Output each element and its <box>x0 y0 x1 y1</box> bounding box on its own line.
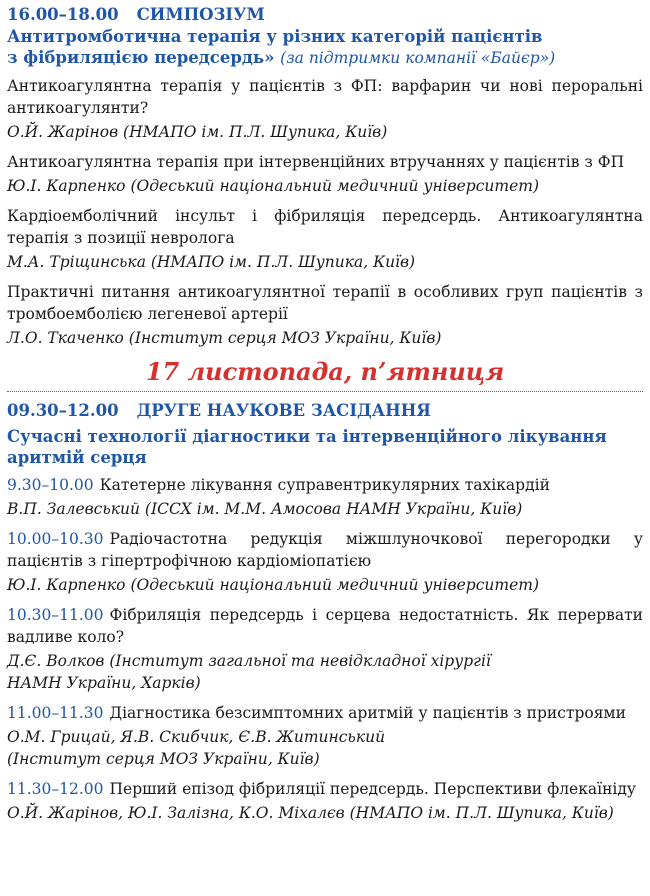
talk-author: М.А. Тріщинська (НМАПО ім. П.Л. Шупика, Київ) <box>7 253 416 271</box>
talk-title: Кардіоемболічний інсульт і фібриляція передсердь. Антикоагулянтна терапія з позиції невролога <box>7 207 643 247</box>
session-time: 09.30–12.00 <box>7 401 119 420</box>
symposium-title-line1: Антитромботична терапія у різних категорій пацієнтів <box>7 27 543 46</box>
talk-item <box>7 75 643 143</box>
talk-author <box>7 726 643 770</box>
talk-time: 11.00–11.30 <box>7 704 104 722</box>
session-label: ДРУГЕ НАУКОВЕ ЗАСІДАННЯ <box>136 401 431 420</box>
symposium-title-line2: з фібриляцією передсердь» <box>7 48 275 67</box>
session-header <box>7 400 643 422</box>
talk-author: О.Й. Жарінов, Ю.І. Залізна, К.О. Міхалєв (НМАПО ім. П.Л. Шупика, Київ) <box>7 804 614 822</box>
talk-time: 10.30–11.00 <box>7 606 104 624</box>
talk-time: 9.30–10.00 <box>7 476 94 494</box>
dotted-divider <box>7 391 643 392</box>
talk-item <box>7 778 643 824</box>
symposium-time: 16.00–18.00 <box>7 5 119 24</box>
talk-author: О.Й. Жарінов (НМАПО ім. П.Л. Шупика, Київ) <box>7 123 388 141</box>
session-section <box>7 400 643 824</box>
talk-title: Перший епізод фібриляції передсердь. Перспективи флекаїніду <box>109 780 637 798</box>
day-date: 17 листопада, п’ятниця <box>145 357 505 386</box>
talk-title: Практичні питання антикоагулянтної терапії в особливих груп пацієнтів з тромбоемболією легеневої артерії <box>7 283 643 323</box>
talk-item <box>7 205 643 273</box>
talk-title: Фібриляція передсердь і серцева недостатність. Як перервати вадливе коло? <box>7 606 643 646</box>
talk-item <box>7 702 643 770</box>
sponsor-note: (за підтримки компанії «Байєр») <box>280 49 556 67</box>
talk-author-line2: НАМН України, Харків) <box>7 674 201 692</box>
symposium-label: СИМПОЗІУМ <box>136 5 265 24</box>
talk-item <box>7 151 643 197</box>
talk-item <box>7 281 643 349</box>
talk-time: 11.30–12.00 <box>7 780 104 798</box>
talk-title: Антикоагулянтна терапія при інтервенційних втручаннях у пацієнтів з ФП <box>7 153 625 171</box>
talk-title: Радіочастотна редукція міжшлуночкової перегородки у пацієнтів з гіпертрофічною кардіоміопатією <box>7 530 643 570</box>
symposium-title <box>7 26 643 69</box>
talk-item <box>7 604 643 694</box>
talk-title: Катетерне лікування суправентрикулярних тахікардій <box>99 476 550 494</box>
talk-author-line2: (Інститут серця МОЗ України, Київ) <box>7 750 320 768</box>
session-title: Сучасні технології діагностики та інтервенційного лікування аритмій серця <box>7 427 607 467</box>
day-heading <box>7 357 643 387</box>
talk-author: Л.О. Ткаченко (Інститут серця МОЗ України, Київ) <box>7 329 442 347</box>
talk-title: Антикоагулянтна терапія у пацієнтів з ФП: варфарин чи нові пероральні антикоагулянти? <box>7 77 643 117</box>
symposium-section <box>7 4 643 349</box>
talk-author-line1: О.М. Грицай, Я.В. Скибчик, Є.В. Житинський <box>7 728 386 746</box>
talk-item <box>7 474 643 520</box>
talk-author <box>7 650 643 694</box>
talk-author-line1: Д.Є. Волков (Інститут загальної та невідкладної хірургії <box>7 652 491 670</box>
talk-title: Діагностика безсимптомних аритмій у пацієнтів з пристроями <box>109 704 626 722</box>
talk-author: В.П. Залевський (ІССХ ім. М.М. Амосова НАМН України, Київ) <box>7 500 523 518</box>
talk-author: Ю.І. Карпенко (Одеський національний медичний університет) <box>7 576 540 594</box>
talk-time: 10.00–10.30 <box>7 530 104 548</box>
talk-item <box>7 528 643 596</box>
talk-author: Ю.І. Карпенко (Одеський національний медичний університет) <box>7 177 540 195</box>
symposium-header <box>7 4 643 26</box>
